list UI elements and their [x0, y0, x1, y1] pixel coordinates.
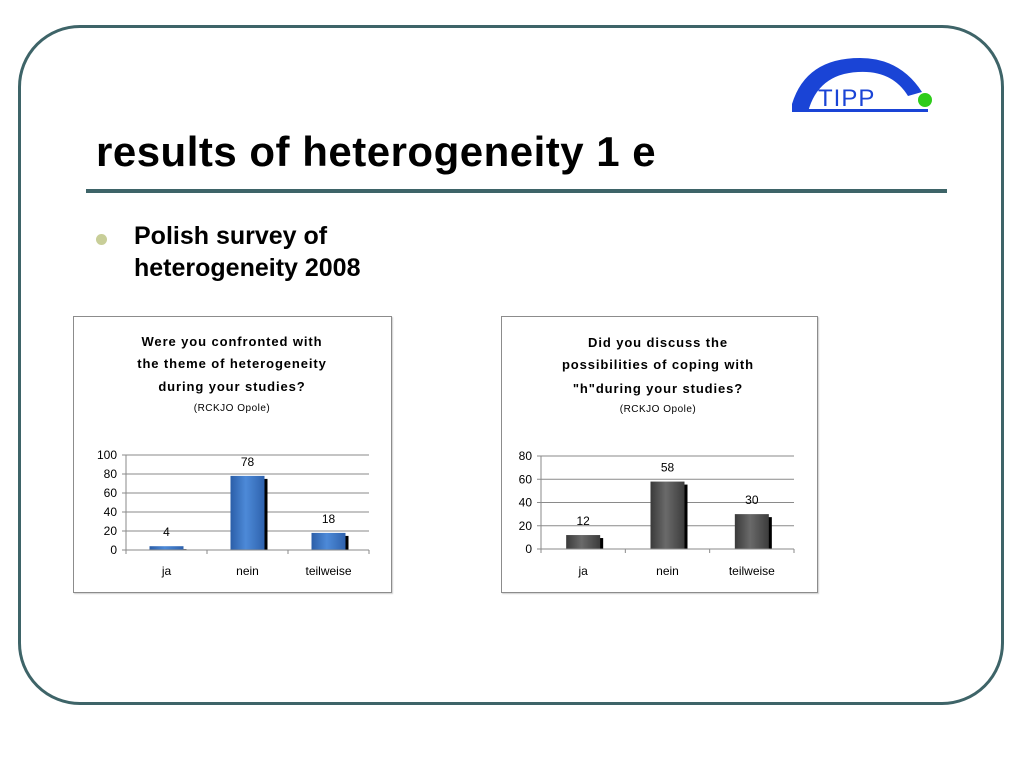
chart-subtitle: (RCKJO Opole) — [193, 403, 271, 414]
chart-confronted-svg — [74, 317, 391, 592]
y-tick-label: 100 — [96, 448, 117, 462]
title-divider — [86, 189, 947, 193]
x-category-label: nein — [236, 564, 259, 578]
chart-title-line: "h"during your studies? — [572, 381, 744, 396]
data-label: 58 — [660, 460, 675, 475]
bullet-text: Polish survey of heterogeneity 2008 — [134, 222, 361, 282]
data-label: 12 — [576, 514, 590, 529]
bar-nein — [231, 476, 265, 550]
bar-teilweise — [312, 533, 346, 550]
bar-ja — [150, 546, 184, 550]
y-tick-label: 0 — [525, 542, 532, 556]
bullet-icon — [96, 234, 107, 245]
x-category-label: teilweise — [728, 564, 775, 578]
data-label: 78 — [240, 454, 255, 469]
data-label: 4 — [163, 525, 170, 540]
chart-confronted — [73, 316, 392, 593]
data-label: 30 — [745, 493, 759, 508]
page-title: results of heterogeneity 1 e — [96, 128, 657, 175]
y-tick-label: 80 — [103, 467, 117, 481]
bar-ja — [566, 535, 600, 549]
chart-discussed — [501, 316, 818, 593]
bar-nein — [651, 482, 685, 549]
y-tick-label: 40 — [103, 505, 117, 519]
data-label: 18 — [321, 511, 336, 526]
tipp-logo — [788, 52, 938, 116]
chart-title-line: Were you confronted with — [141, 334, 323, 349]
x-category-label: ja — [161, 564, 172, 578]
chart-title-line: Did you discuss the — [588, 335, 728, 350]
chart-discussed-svg — [502, 317, 817, 592]
logo-text: TIPP — [818, 85, 876, 112]
x-category-label: teilweise — [305, 564, 352, 578]
x-category-label: nein — [656, 564, 679, 578]
y-tick-label: 0 — [110, 543, 117, 557]
chart-title-line: the theme of heterogeneity — [137, 356, 327, 371]
logo-green-dot — [918, 93, 932, 107]
y-tick-label: 60 — [103, 486, 117, 500]
x-category-label: ja — [578, 564, 588, 578]
chart-title-line: during your studies? — [158, 379, 306, 394]
y-tick-label: 40 — [518, 495, 532, 510]
y-tick-label: 20 — [518, 518, 532, 533]
y-tick-label: 60 — [518, 472, 532, 487]
bar-teilweise — [735, 514, 769, 549]
chart-title-line: possibilities of coping with — [561, 357, 755, 372]
chart-subtitle: (RCKJO Opole) — [619, 404, 697, 415]
y-tick-label: 20 — [103, 524, 117, 538]
y-tick-label: 80 — [518, 449, 532, 463]
